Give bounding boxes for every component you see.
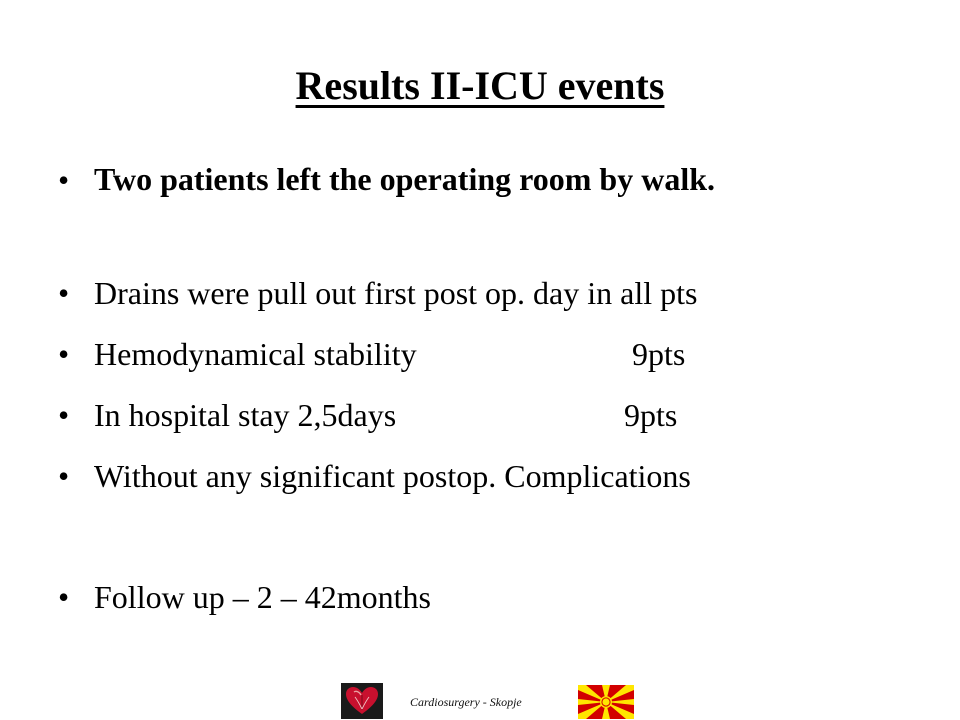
- bullet-text: In hospital stay 2,5days: [94, 397, 397, 433]
- bullet-item-2: [58, 270, 904, 316]
- bullet-item-4: [58, 392, 904, 438]
- slide-title: Results II-ICU events: [295, 63, 665, 108]
- slide-footer: [0, 681, 960, 719]
- bullet-symbol: •: [58, 397, 70, 433]
- macedonia-flag-icon: [578, 685, 634, 719]
- bullet-text: Follow up – 2 – 42months: [94, 579, 431, 615]
- footer-text: Cardiosurgery - Skopje: [410, 695, 522, 709]
- bullet-text: Drains were pull out first post op. day in all pts: [94, 275, 698, 311]
- heart-logo-icon: [341, 683, 383, 719]
- bullet-text: Without any significant postop. Complications: [94, 458, 691, 494]
- bullet-value: 9pts: [632, 336, 686, 372]
- bullet-item-5: [58, 453, 904, 499]
- bullet-symbol: •: [58, 275, 70, 311]
- bullet-item-3: [58, 331, 904, 377]
- bullet-symbol: •: [58, 336, 70, 372]
- bullet-item-6: [58, 574, 904, 620]
- bullet-value: 9pts: [624, 397, 678, 433]
- bullet-text: Two patients left the operating room by walk.: [94, 161, 716, 197]
- bullet-symbol: •: [58, 162, 70, 198]
- bullet-symbol: •: [58, 458, 70, 494]
- bullet-text: Hemodynamical stability: [94, 336, 417, 372]
- bullet-item-1: [58, 157, 854, 203]
- bullet-symbol: •: [58, 579, 70, 615]
